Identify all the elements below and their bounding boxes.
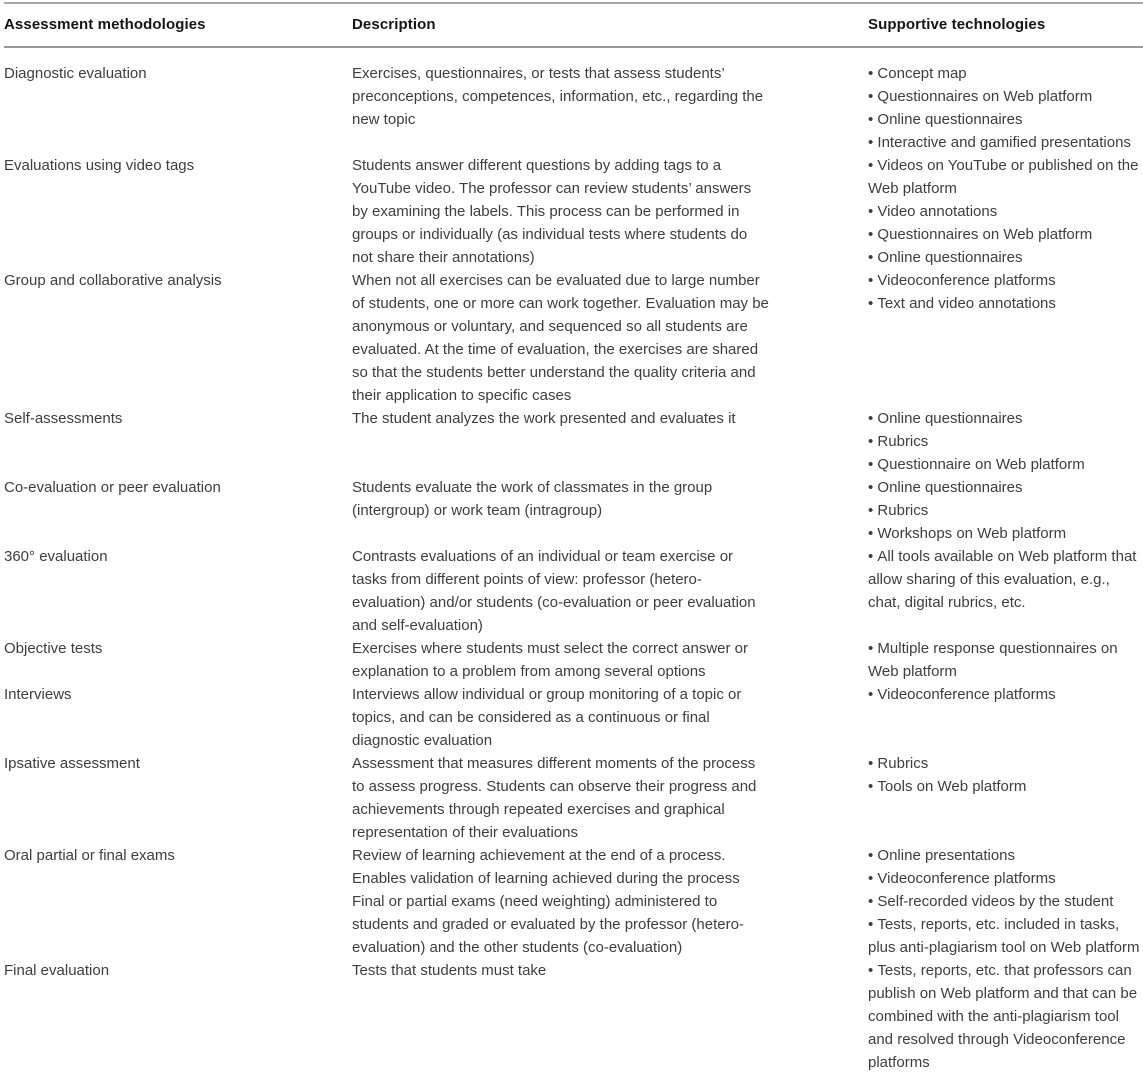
description-cell: Students answer different questions by adding tags to a YouTube video. The professor can review students’ answers by examining the labels. This process can be performed in groups or individually (as individual tests where students do not share their annotations) bbox=[352, 157, 752, 266]
table-header bbox=[4, 4, 1143, 48]
technologies-cell bbox=[868, 154, 1143, 269]
description-cell: The student analyzes the work presented and evaluates it bbox=[352, 410, 736, 427]
technology-item: • Text and video annotations bbox=[868, 292, 1143, 315]
technology-item: • Workshops on Web platform bbox=[868, 522, 1143, 545]
methodology-cell: Interviews bbox=[4, 686, 72, 703]
table-body bbox=[4, 48, 1143, 1082]
technology-item: • Tests, reports, etc. included in tasks, plus anti-plagiarism tool on Web platform bbox=[868, 913, 1143, 959]
technology-item: • Video annotations bbox=[868, 200, 1143, 223]
technology-item: • Online questionnaires bbox=[868, 246, 1143, 269]
table-row-360-evaluation bbox=[4, 545, 1143, 637]
table-row-oral-exams bbox=[4, 844, 1143, 959]
table-row-objective-tests bbox=[4, 637, 1143, 683]
technologies-cell bbox=[868, 62, 1143, 154]
technologies-cell bbox=[868, 752, 1143, 798]
technology-item: • Self-recorded videos by the student bbox=[868, 890, 1143, 913]
methodology-cell: Ipsative assessment bbox=[4, 755, 140, 772]
technology-item: • Videoconference platforms bbox=[868, 269, 1143, 292]
technologies-cell bbox=[868, 269, 1143, 315]
table-row-diagnostic-evaluation bbox=[4, 62, 1143, 154]
technology-item: • Online questionnaires bbox=[868, 476, 1143, 499]
assessment-table bbox=[4, 2, 1143, 1082]
technologies-cell bbox=[868, 683, 1143, 706]
description-cell: Review of learning achievement at the end of a process. Enables validation of learning achieved during the process Final or partial exams (need weighting) administered to students and graded or evaluated by the professor (hetero-evaluation) and the other students (co-evaluation) bbox=[352, 847, 744, 956]
technology-item: • Online questionnaires bbox=[868, 108, 1143, 131]
description-cell: Contrasts evaluations of an individual or team exercise or tasks from different points of view: professor (hetero-evaluation) and/or students (co-evaluation or peer evaluation and self-evaluation) bbox=[352, 548, 756, 634]
description-cell: Exercises where students must select the correct answer or explanation to a problem from among several options bbox=[352, 640, 748, 680]
technology-item: • Multiple response questionnaires on Web platform bbox=[868, 637, 1143, 683]
technology-item: • Questionnaire on Web platform bbox=[868, 453, 1143, 476]
methodology-cell: Co-evaluation or peer evaluation bbox=[4, 479, 221, 496]
technology-item: • Rubrics bbox=[868, 752, 1143, 775]
technologies-cell bbox=[868, 545, 1143, 614]
description-cell: Assessment that measures different moments of the process to assess progress. Students can observe their progress and achievements through repeated exercises and graphical representation of their evaluations bbox=[352, 755, 757, 841]
methodology-cell: Diagnostic evaluation bbox=[4, 65, 147, 82]
table-row-group-collaborative bbox=[4, 269, 1143, 407]
table-row-co-evaluation bbox=[4, 476, 1143, 545]
table-row-interviews bbox=[4, 683, 1143, 752]
technology-item: • Online questionnaires bbox=[868, 407, 1143, 430]
technologies-cell bbox=[868, 476, 1143, 545]
table-row-video-tags bbox=[4, 154, 1143, 269]
technology-item: • All tools available on Web platform that allow sharing of this evaluation, e.g., chat, digital rubrics, etc. bbox=[868, 545, 1143, 614]
technology-item: • Videos on YouTube or published on the Web platform bbox=[868, 154, 1143, 200]
table-row-final-evaluation bbox=[4, 959, 1143, 1074]
technology-item: • Online presentations bbox=[868, 844, 1143, 867]
methodology-cell: Evaluations using video tags bbox=[4, 157, 195, 174]
technology-item: • Rubrics bbox=[868, 499, 1143, 522]
methodology-cell: Oral partial or final exams bbox=[4, 847, 175, 864]
technologies-cell bbox=[868, 407, 1143, 476]
methodology-cell: Final evaluation bbox=[4, 962, 110, 979]
technology-item: • Questionnaires on Web platform bbox=[868, 85, 1143, 108]
table-row-self-assessments bbox=[4, 407, 1143, 476]
col-header-description: Description bbox=[352, 16, 436, 33]
description-cell: Interviews allow individual or group monitoring of a topic or topics, and can be considered as a continuous or final diagnostic evaluation bbox=[352, 686, 742, 749]
description-cell: Exercises, questionnaires, or tests that assess students’ preconceptions, competences, information, etc., regarding the new topic bbox=[352, 65, 764, 128]
technology-item: • Tests, reports, etc. that professors can publish on Web platform and that can be combined with the anti-plagiarism tool and resolved through Videoconference platforms bbox=[868, 959, 1143, 1074]
col-header-methodologies: Assessment methodologies bbox=[4, 16, 206, 33]
technology-item: • Tools on Web platform bbox=[868, 775, 1143, 798]
table-row-ipsative-assessment bbox=[4, 752, 1143, 844]
methodology-cell: Self-assessments bbox=[4, 410, 123, 427]
technology-item: • Interactive and gamified presentations bbox=[868, 131, 1143, 154]
col-header-technologies: Supportive technologies bbox=[868, 16, 1046, 33]
technologies-cell bbox=[868, 844, 1143, 959]
description-cell: Students evaluate the work of classmates in the group (intergroup) or work team (intragroup) bbox=[352, 479, 713, 519]
technologies-cell bbox=[868, 959, 1143, 1074]
methodology-cell: Objective tests bbox=[4, 640, 103, 657]
technology-item: • Rubrics bbox=[868, 430, 1143, 453]
technology-item: • Videoconference platforms bbox=[868, 683, 1143, 706]
description-cell: When not all exercises can be evaluated due to large number of students, one or more can work together. Evaluation may be anonymous or voluntary, and sequenced so all students are evaluated. At the time of evaluation, the exercises are shared so that the students better understand the quality criteria and their application to specific cases bbox=[352, 272, 769, 404]
technology-item: • Concept map bbox=[868, 62, 1143, 85]
description-cell: Tests that students must take bbox=[352, 962, 547, 979]
methodology-cell: Group and collaborative analysis bbox=[4, 272, 222, 289]
methodology-cell: 360° evaluation bbox=[4, 548, 108, 565]
technology-item: • Questionnaires on Web platform bbox=[868, 223, 1143, 246]
technology-item: • Videoconference platforms bbox=[868, 867, 1143, 890]
technologies-cell bbox=[868, 637, 1143, 683]
